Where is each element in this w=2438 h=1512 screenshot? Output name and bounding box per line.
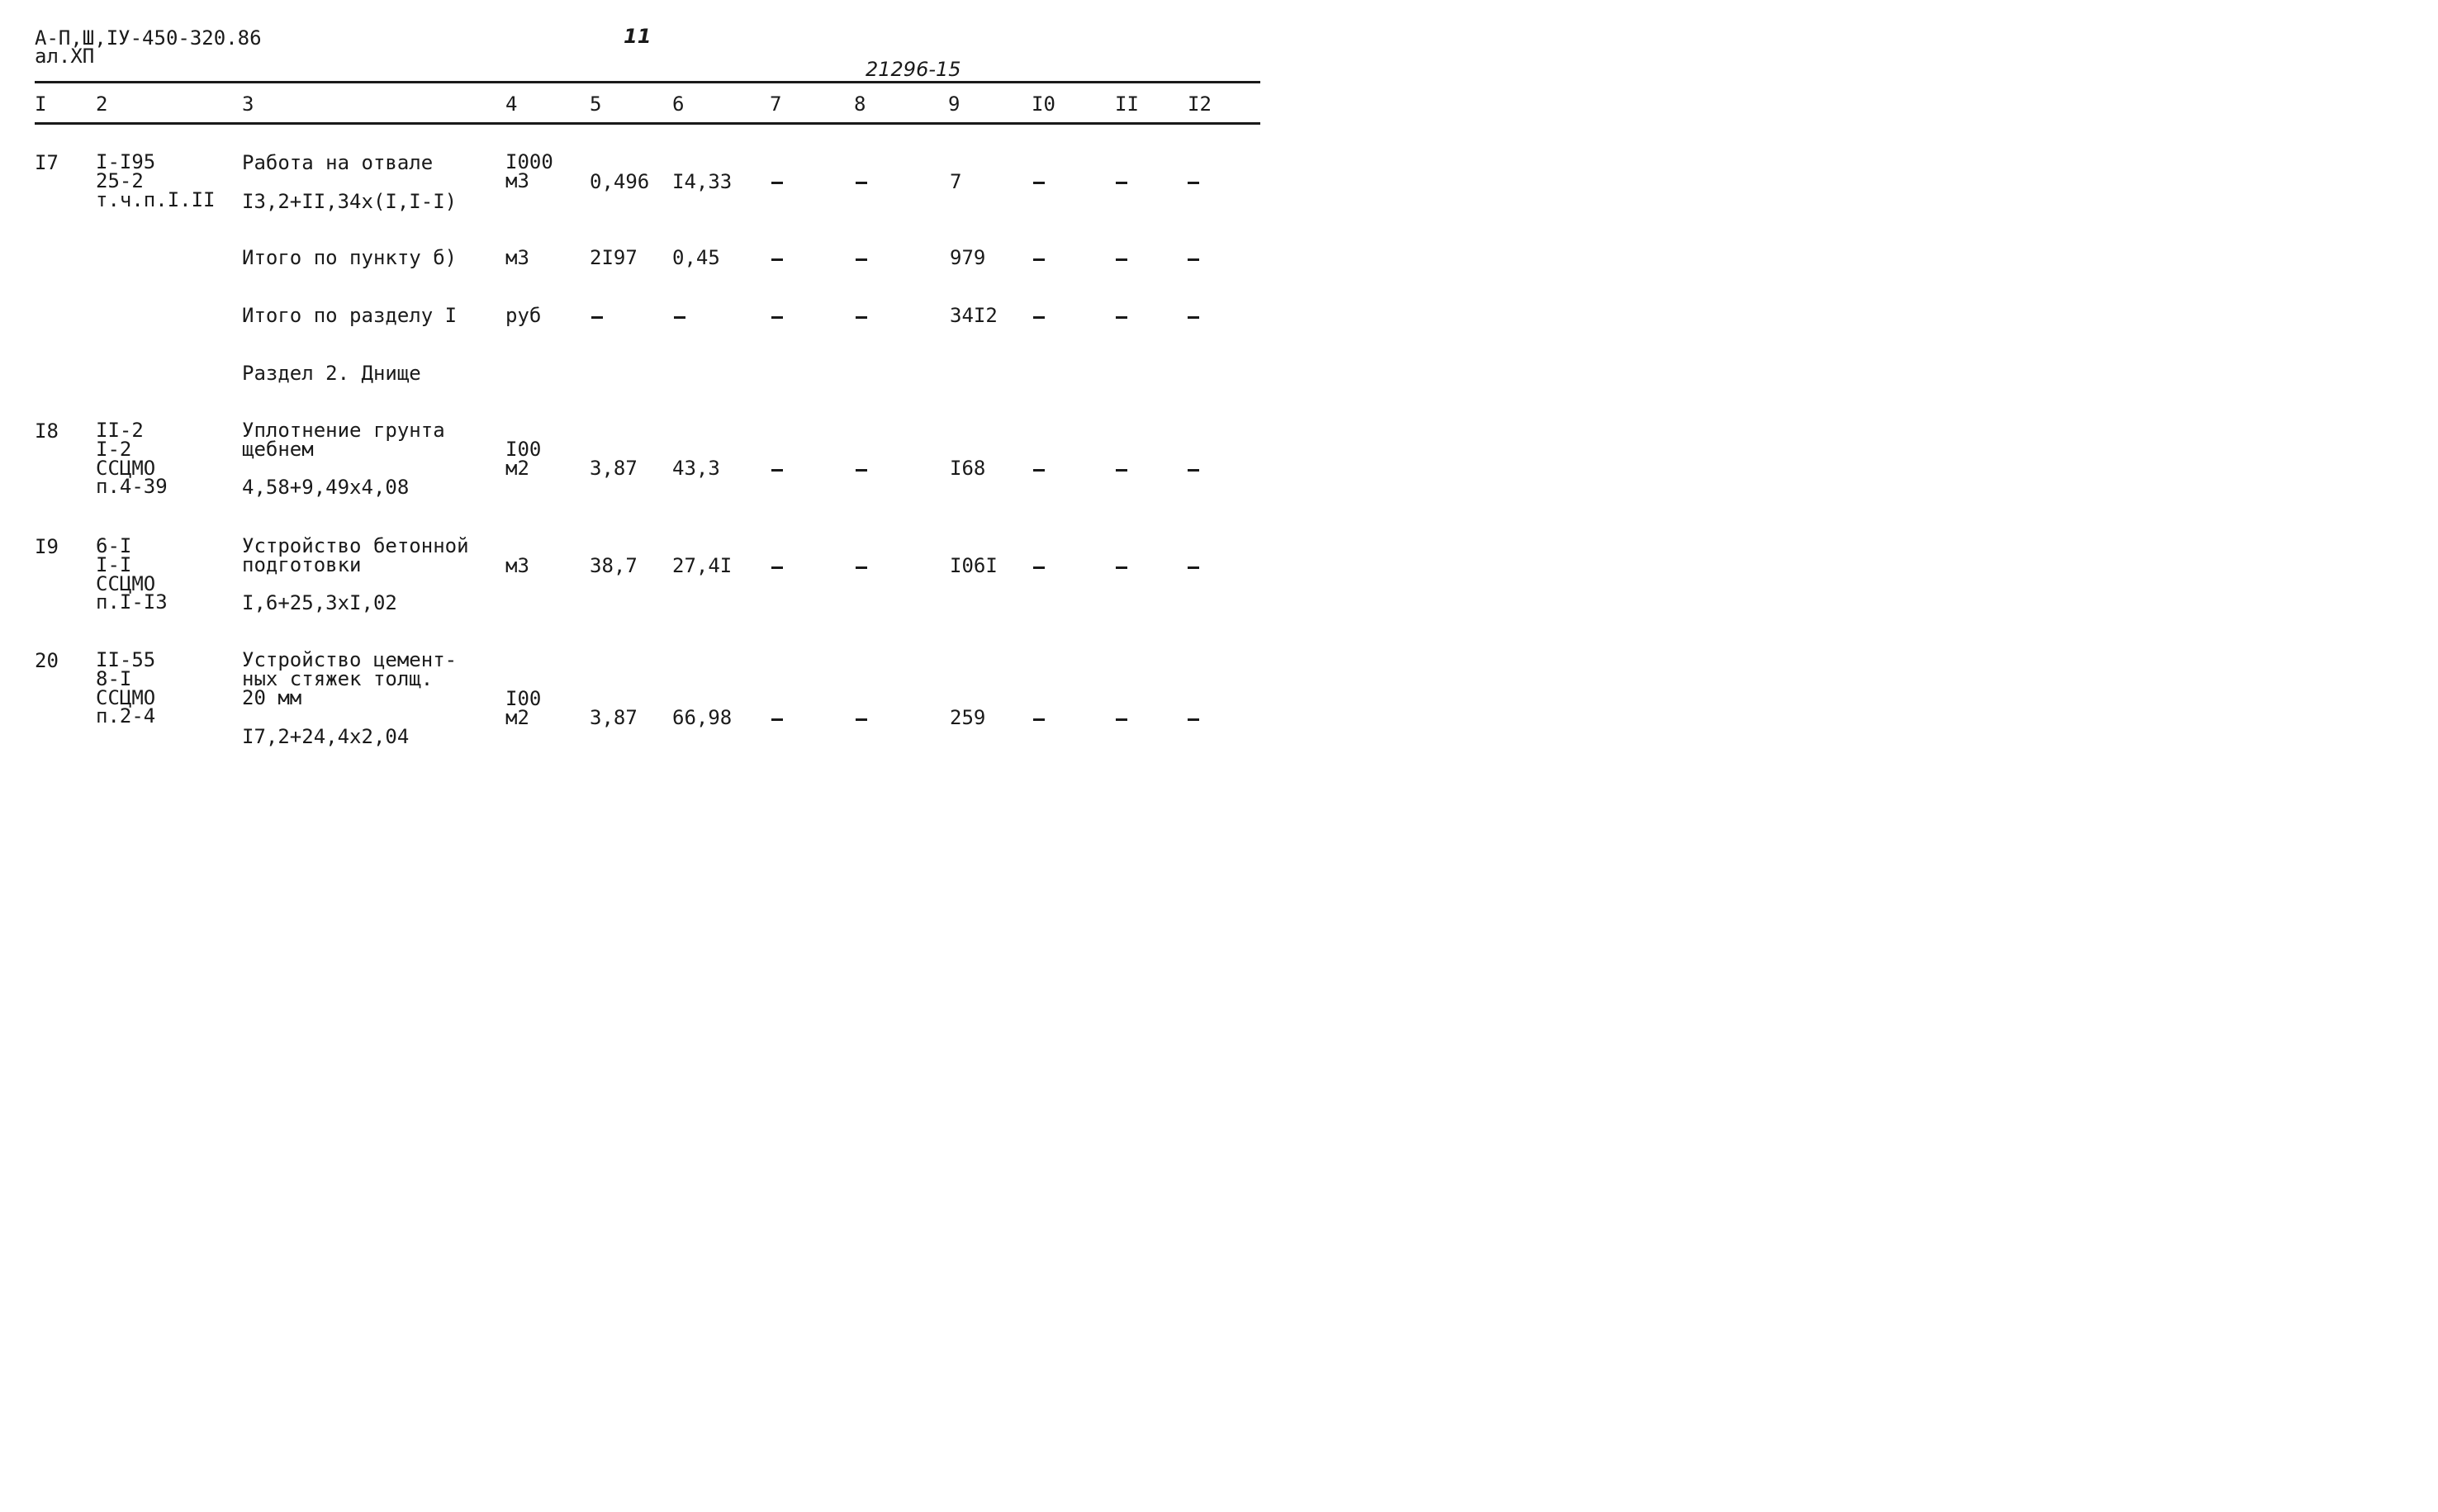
column-header: 3 (242, 92, 254, 116)
empty-cell-dash (856, 258, 867, 261)
column-header: 6 (672, 92, 685, 116)
row-description: Уплотнение грунта щебнем (242, 419, 445, 461)
row-price: 66,98 (672, 706, 733, 729)
row-total: 259 (950, 706, 986, 729)
row-description: Устройство бетонной подготовки (242, 534, 469, 576)
empty-cell-dash (856, 566, 867, 569)
row-formula: I3,2+II,34х(I,I-I) (242, 190, 458, 213)
empty-cell-dash (1116, 718, 1127, 721)
row-unit: м3 (505, 246, 529, 269)
empty-cell-dash (591, 316, 603, 319)
row-price: 43,3 (672, 457, 720, 480)
empty-cell-dash (1033, 258, 1045, 261)
row-price: 27,4I (672, 554, 733, 577)
empty-cell-dash (856, 182, 867, 184)
row-total: I06I (950, 554, 998, 577)
album-label: ал.ХП (35, 45, 95, 68)
row-unit: м3 (505, 554, 529, 577)
empty-cell-dash (1188, 469, 1199, 472)
row-price: I4,33 (672, 170, 733, 193)
section-total-label: Итого по разделу I (242, 304, 458, 327)
row-formula: 4,58+9,49х4,08 (242, 476, 410, 499)
column-header: 4 (505, 92, 518, 116)
row-quantity: 3,87 (590, 457, 638, 480)
column-header: 5 (590, 92, 602, 116)
empty-cell-dash (1188, 258, 1199, 261)
empty-cell-dash (1033, 469, 1045, 472)
row-total: 979 (950, 246, 986, 269)
handwritten-code: 21296-15 (866, 58, 961, 81)
row-number: 20 (35, 649, 59, 672)
empty-cell-dash (771, 718, 783, 721)
empty-cell-dash (1033, 316, 1045, 319)
row-reference: 6-I I-I ССЦМО п.I-I3 (96, 534, 168, 614)
document-code: А-П,Ш,IУ-450-320.86 (35, 26, 262, 50)
column-header: 8 (854, 92, 866, 116)
empty-cell-dash (1033, 182, 1045, 184)
empty-cell-dash (1188, 566, 1199, 569)
row-total: 7 (950, 170, 962, 193)
header-bottom-rule (35, 122, 1260, 125)
section-heading: Раздел 2. Днище (242, 362, 421, 385)
column-header: II (1115, 92, 1139, 116)
empty-cell-dash (771, 566, 783, 569)
row-formula: I,6+25,3хI,02 (242, 591, 397, 614)
column-header: 2 (96, 92, 108, 116)
empty-cell-dash (771, 258, 783, 261)
column-header: I (35, 92, 47, 116)
empty-cell-dash (856, 469, 867, 472)
empty-cell-dash (1188, 316, 1199, 319)
header-top-rule (35, 81, 1260, 83)
empty-cell-dash (674, 316, 685, 319)
row-quantity: 0,496 (590, 170, 650, 193)
column-header: I2 (1188, 92, 1212, 116)
empty-cell-dash (1188, 718, 1199, 721)
empty-cell-dash (1033, 566, 1045, 569)
row-price: 0,45 (672, 246, 720, 269)
page-number: 11 (624, 25, 652, 48)
row-quantity: 2I97 (590, 246, 638, 269)
empty-cell-dash (1116, 469, 1127, 472)
row-total: I68 (950, 457, 986, 480)
empty-cell-dash (771, 182, 783, 184)
empty-cell-dash (1116, 182, 1127, 184)
row-total: 34I2 (950, 304, 998, 327)
row-quantity: 38,7 (590, 554, 638, 577)
row-unit: I00 м2 (505, 687, 542, 729)
empty-cell-dash (1033, 718, 1045, 721)
empty-cell-dash (1116, 316, 1127, 319)
row-formula: I7,2+24,4х2,04 (242, 725, 410, 748)
row-description: Работа на отвале (242, 151, 434, 174)
empty-cell-dash (856, 316, 867, 319)
empty-cell-dash (1188, 182, 1199, 184)
empty-cell-dash (856, 718, 867, 721)
column-header: 7 (770, 92, 782, 116)
column-header: I0 (1032, 92, 1055, 116)
row-number: I7 (35, 151, 59, 174)
empty-cell-dash (771, 316, 783, 319)
row-unit: руб (505, 304, 542, 327)
row-quantity: 3,87 (590, 706, 638, 729)
row-number: I8 (35, 419, 59, 443)
empty-cell-dash (771, 469, 783, 472)
row-reference: II-55 8-I ССЦМО п.2-4 (96, 648, 156, 728)
row-unit: I00 м2 (505, 438, 542, 480)
row-reference: I-I95 25-2 т.ч.п.I.II (96, 150, 216, 211)
subtotal-label: Итого по пункту б) (242, 246, 458, 269)
empty-cell-dash (1116, 258, 1127, 261)
empty-cell-dash (1116, 566, 1127, 569)
row-number: I9 (35, 535, 59, 558)
column-header: 9 (948, 92, 960, 116)
row-unit: I000 м3 (505, 150, 553, 192)
row-reference: II-2 I-2 ССЦМО п.4-39 (96, 419, 168, 499)
row-description: Устройство цемент- ных стяжек толщ. 20 мм (242, 648, 458, 709)
